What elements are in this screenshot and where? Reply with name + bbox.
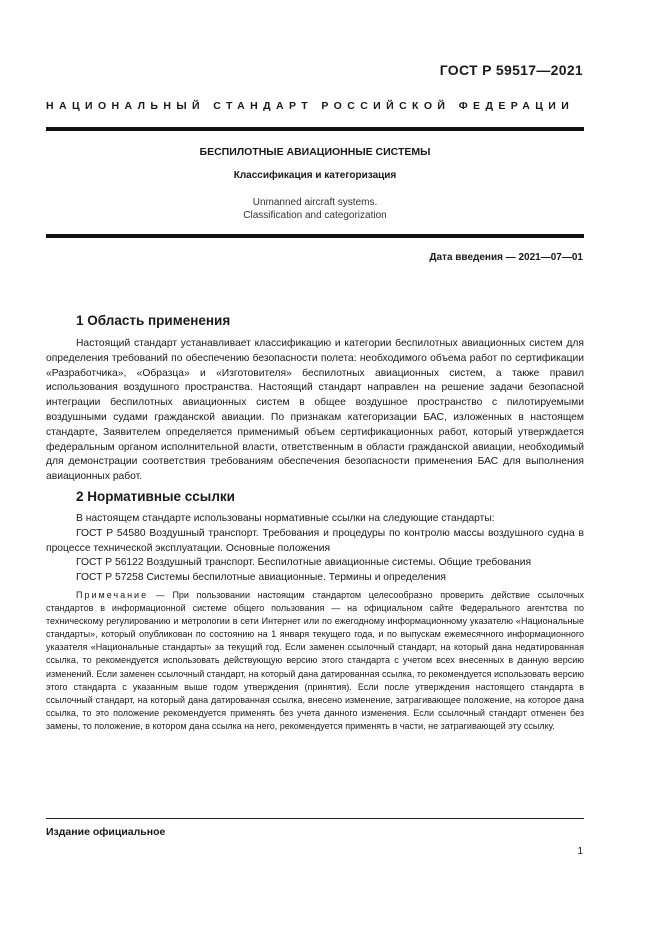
section-2-heading: 2 Нормативные ссылки xyxy=(76,489,235,504)
footer-divider xyxy=(46,818,584,819)
section-2-intro: В настоящем стандарте использованы нормативные ссылки на следующие стандарты: xyxy=(76,513,495,524)
note-text: — При пользовании настоящим стандартом целесообразно проверить действие ссылочных стандартов в информационной системе общего пользования — на официальном сайте Федерального агентства по техническому регулированию и метрологии в сети Интернет или по ежегодному информационному указателю «Национальные стандарты», который опубликован по состоянию на 1 января текущего года, и по выпускам ежемесячного информационного указателя «Национальные стандарты» за текущий год. Если заменен ссылочный стандарт, на который дана недатированная ссылка, то рекомендуется использовать действующую версию этого стандарта с учетом всех внесенных в данную версию изменений. Если заменен ссылочный стандарт, на который дана датированная ссылка, то рекомендуется использовать версию этого стандарта с указанным выше годом утверждения (принятия). Если после утверждения настоящего стандарта в ссылочный стандарт, на который дана датированная ссылка, внесено изменение, затрагивающее положение, на которое дана ссылка, то это положение рекомендуется применять без учета данного изменения. Если ссылочный стандарт отменен без замены, то положение, в котором дана ссылка на него, рекомендуется применять в части, не затрагивающей эту ссылку. xyxy=(46,590,584,731)
english-title-line-2: Classification and categorization xyxy=(243,210,387,221)
section-1-heading: 1 Область применения xyxy=(76,313,231,328)
national-standard-heading: НАЦИОНАЛЬНЫЙ СТАНДАРТ РОССИЙСКОЙ ФЕДЕРАЦИИ xyxy=(46,100,575,112)
note-label: Примечание xyxy=(76,590,149,600)
reference-item: ГОСТ Р 56122 Воздушный транспорт. Беспилотные авиационные системы. Общие требования xyxy=(76,557,532,568)
document-id: ГОСТ Р 59517—2021 xyxy=(439,62,583,78)
english-title xyxy=(46,196,584,222)
title-divider xyxy=(46,234,584,238)
document-subtitle: Классификация и категоризация xyxy=(233,170,397,181)
introduction-date: Дата введения — 2021—07—01 xyxy=(429,252,583,263)
top-divider xyxy=(46,127,584,131)
page-number: 1 xyxy=(577,846,583,857)
section-1-paragraph: Настоящий стандарт устанавливает классификацию и категории беспилотных авиационных систем для определения требований по обеспечению безопасности полета: необходимого объема работ по сертификации «Разработчика», «Образца» и «Изготовителя» беспилотных авиационных систем, а также правил использования воздушного пространства. Настоящий стандарт направлен на решение задачи безопасной интеграции беспилотных авиационных систем в общее воздушное пространство с пилотируемыми воздушными судами гражданской авиации. По признакам категоризации БАС, изложенных в настоящем стандарте, Заявителем определяется применимый объем сертификационных работ, который утверждается федеральным органом исполнительной власти, ответственным в области гражданской авиации, необходимый для демонстрации соответствия требованиям обеспечения безопасности применения БАС для выполнения авиационных работ. xyxy=(46,338,584,483)
references-note xyxy=(46,589,584,733)
reference-item: ГОСТ Р 57258 Системы беспилотные авиационные. Термины и определения xyxy=(76,572,446,583)
document-title: БЕСПИЛОТНЫЕ АВИАЦИОННЫЕ СИСТЕМЫ xyxy=(199,146,431,158)
english-title-line-1: Unmanned aircraft systems. xyxy=(252,197,378,208)
reference-item: ГОСТ Р 54580 Воздушный транспорт. Требования и процедуры по контролю массы воздушного судна в процессе технической эксплуатации. Основные положения xyxy=(46,528,584,554)
official-edition-label: Издание официальное xyxy=(46,826,166,838)
